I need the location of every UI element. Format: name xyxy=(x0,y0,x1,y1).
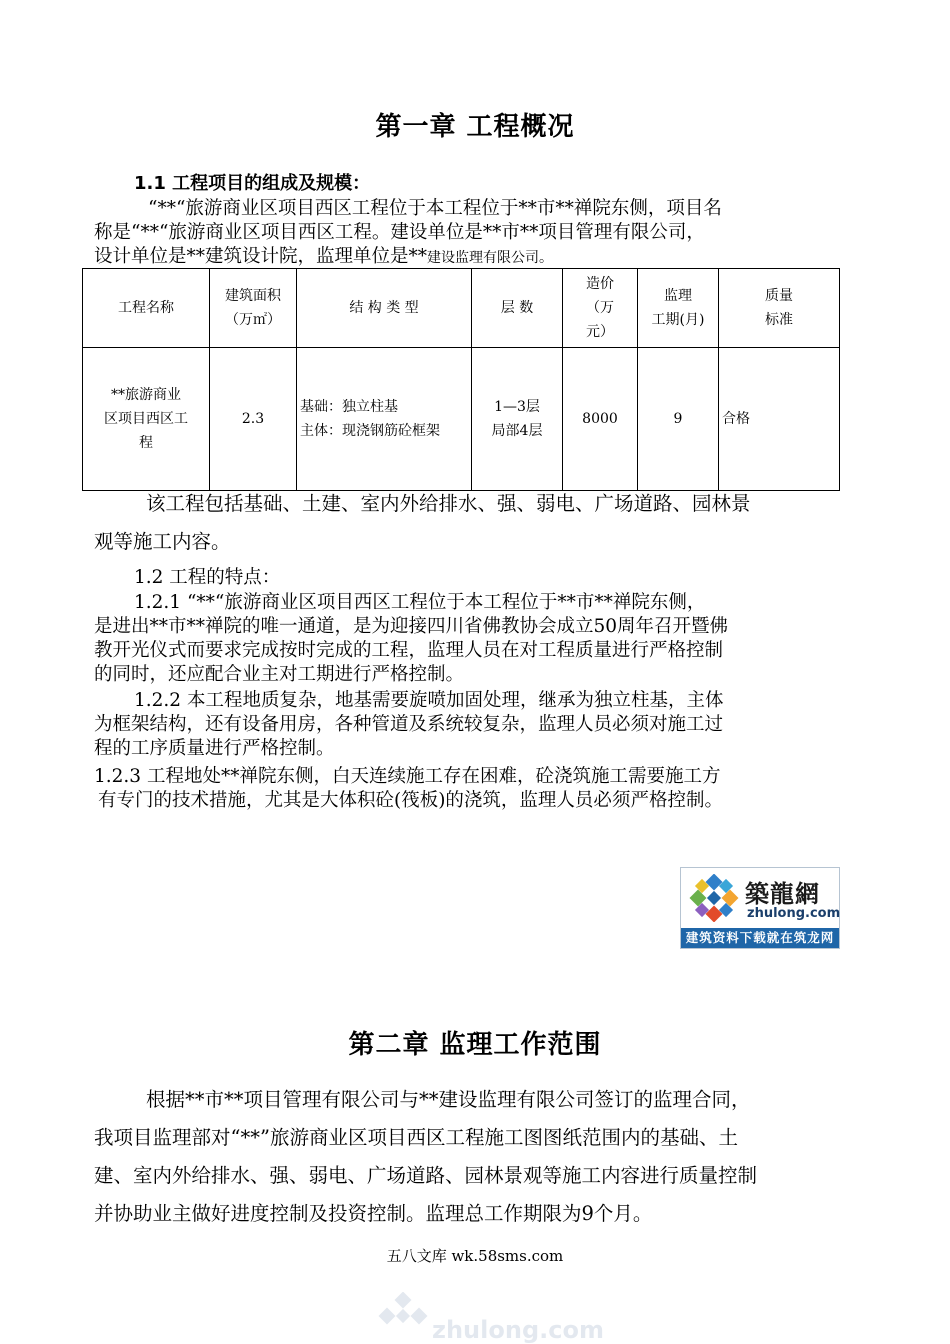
snowflake-icon xyxy=(687,874,741,922)
section-1-1-heading: 1.1 工程项目的组成及规模： xyxy=(134,173,371,194)
header-area: 建筑面积 （万㎡） xyxy=(210,269,297,348)
header-name: 工程名称 xyxy=(83,269,210,348)
project-info-table xyxy=(82,268,840,491)
cell-floors: 1—3层 局部4层 xyxy=(472,348,563,491)
chapter-1-title: 第一章 工程概况 xyxy=(375,112,575,142)
watermark-snowflake-icon xyxy=(376,1292,430,1340)
cell-period: 9 xyxy=(638,348,719,491)
header-quality: 质量 标准 xyxy=(719,269,840,348)
paragraph-line: “**“旅游商业区项目西区工程位于本工程位于**市**禅院东侧，项目名 xyxy=(148,198,722,219)
zhulong-logo xyxy=(680,867,840,949)
header-cost: 造价 （万 元） xyxy=(563,269,638,348)
header-period: 监理 工期(月) xyxy=(638,269,719,348)
paragraph-line: 教开光仪式而要求完成按时完成的工程，监理人员在对工程质量进行严格控制 xyxy=(94,640,724,661)
table-row xyxy=(83,348,840,491)
paragraph-line: 是进出**市**禅院的唯一通道，是为迎接四川省佛教协会成立50周年召开暨佛 xyxy=(94,616,729,637)
header-structure: 结 构 类 型 xyxy=(297,269,472,348)
section-1-2-heading: 1.2 工程的特点： xyxy=(134,567,281,588)
paragraph-line: 1.2.2 本工程地质复杂，地基需要旋喷加固处理，继承为独立柱基，主体 xyxy=(134,690,724,711)
paragraph-line: 为框架结构，还有设备用房，各种管道及系统较复杂，监理人员必须对施工过 xyxy=(94,714,724,735)
paragraph-line: 根据**市**项目管理有限公司与**建设监理有限公司签订的监理合同， xyxy=(146,1088,751,1111)
cell-name: **旅游商业 区项目西区工 程 xyxy=(83,348,210,491)
watermark xyxy=(372,1290,632,1344)
paragraph-line: 有专门的技术措施，尤其是大体积砼(筏板)的浇筑，监理人员必须严格控制。 xyxy=(98,790,723,811)
paragraph-line: 该工程包括基础、土建、室内外给排水、强、弱电、广场道路、园林景 xyxy=(146,492,751,515)
paragraph-line: 观等施工内容。 xyxy=(94,530,231,553)
logo-brand: 築龍網 xyxy=(745,880,820,908)
logo-domain: zhulong.com xyxy=(747,906,841,921)
cell-area: 2.3 xyxy=(210,348,297,491)
paragraph-line: 程的工序质量进行严格控制。 xyxy=(94,738,335,759)
header-floors: 层 数 xyxy=(472,269,563,348)
paragraph-line: 1.2.1 “**“旅游商业区项目西区工程位于本工程位于**市**禅院东侧， xyxy=(134,592,706,613)
logo-slogan: 建筑资料下载就在筑龙网 xyxy=(681,928,839,948)
paragraph-line: 并协助业主做好进度控制及投资控制。监理总工作期限为9个月。 xyxy=(94,1202,653,1225)
paragraph-line: 设计单位是**建筑设计院，监理单位是**建设监理有限公司。 xyxy=(94,246,554,267)
cell-structure: 基础：独立柱基 主体：现浇钢筋砼框架 xyxy=(297,348,472,491)
paragraph-line: 我项目监理部对“**”旅游商业区项目西区工程施工图图纸范围内的基础、土 xyxy=(94,1126,738,1149)
cell-cost: 8000 xyxy=(563,348,638,491)
paragraph-line: 1.2.3 工程地处**禅院东侧，白天连续施工存在困难，砼浇筑施工需要施工方 xyxy=(94,766,721,787)
paragraph-line: 建、室内外给排水、强、弱电、广场道路、园林景观等施工内容进行质量控制 xyxy=(94,1164,758,1187)
cell-quality: 合格 xyxy=(719,348,840,491)
watermark-text: zhulong.com xyxy=(432,1316,604,1344)
paragraph-line: 的同时，还应配合业主对工期进行严格控制。 xyxy=(94,664,465,685)
table-header-row xyxy=(83,269,840,348)
chapter-2-title: 第二章 监理工作范围 xyxy=(348,1030,602,1060)
page-footer: 五八文库 wk.58sms.com xyxy=(386,1247,564,1265)
paragraph-line: 称是“**“旅游商业区项目西区工程。建设单位是**市**项目管理有限公司， xyxy=(94,222,705,243)
